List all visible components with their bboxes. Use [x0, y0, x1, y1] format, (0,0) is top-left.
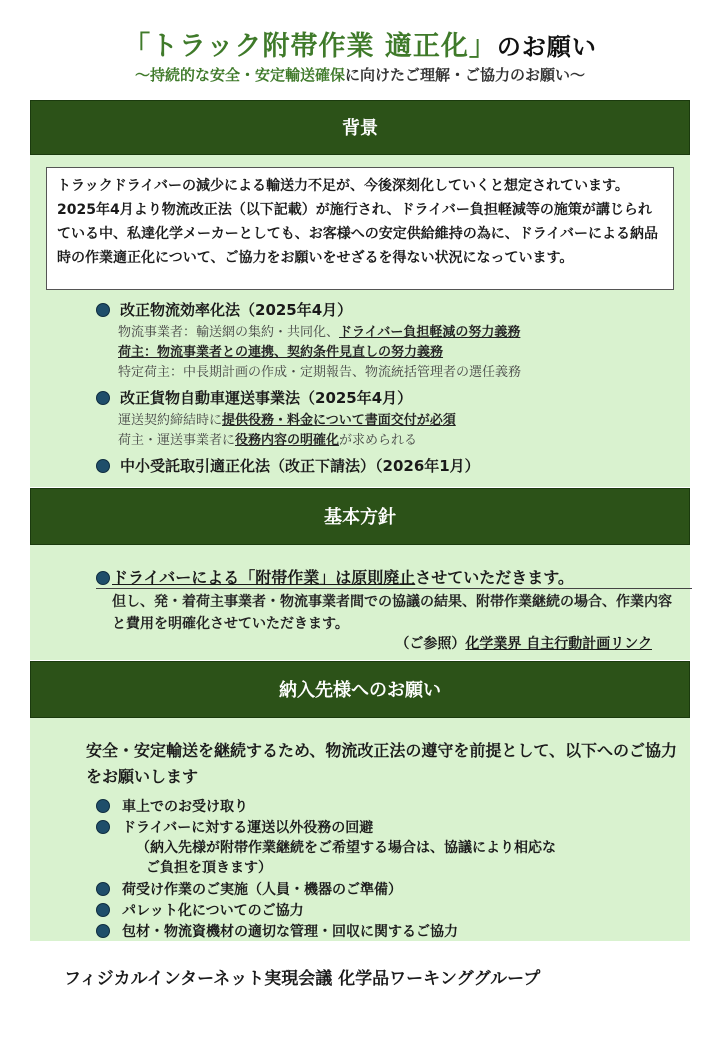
title-main: 「トラック附帯作業 適正化」 [123, 31, 497, 62]
law-1-line2-underline: 荷主：物流事業者との連携、契約条件見直しの努力義務 [118, 345, 444, 360]
law-1-desc-2 [118, 343, 443, 363]
request-item-5 [96, 921, 458, 941]
bullet-dot-icon [96, 571, 110, 585]
request-intro: 安全・安定輸送を継続するため、物流改正法の遵守を前提として、以下へのご協力をお願いします [86, 741, 678, 786]
request-item-1 [96, 796, 248, 816]
policy-body [30, 545, 690, 660]
bullet-dot-icon [96, 799, 110, 813]
request-item-3 [96, 879, 402, 899]
request-item-label: パレット化についてのご協力 [122, 903, 304, 919]
law-2-line2-text: 荷主・運送事業者に [118, 433, 236, 448]
policy-main-underline: ドライバーによる「附帯作業」は原則廃止 [112, 568, 416, 587]
law-1-title: 改正物流効率化法（2025年4月） [120, 301, 353, 319]
policy-reference [395, 633, 652, 653]
law-2-desc-2 [118, 431, 417, 451]
request-item-label: 車上でのお受け取り [122, 799, 248, 815]
law-1-line1-underline: ドライバー負担軽減の努力義務 [339, 325, 521, 340]
law-item-2 [96, 387, 412, 408]
page-title [0, 24, 720, 63]
policy-main [96, 565, 692, 589]
background-header: 背景 [30, 100, 690, 155]
page-subtitle [0, 64, 720, 85]
law-2-line1-text: 運送契約締結時に [118, 413, 223, 428]
policy-sub: 但し、発・着荷主事業者・物流事業者間での協議の結果、附帯作業継続の場合、作業内容と費用を明確化させていただきます。 [112, 594, 672, 632]
law-1-line1-text: 物流事業者：輸送網の集約・共同化、 [118, 325, 340, 340]
law-1-desc-1 [118, 323, 520, 343]
law-2-title: 改正貨物自動車運送事業法（2025年4月） [120, 389, 413, 407]
request-header: 納入先様へのお願い [30, 661, 690, 718]
law-item-1 [96, 299, 352, 320]
bullet-dot-icon [96, 303, 110, 317]
policy-header: 基本方針 [30, 488, 690, 545]
request-item-label: ドライバーに対する運送以外役務の回避 [122, 820, 374, 836]
law-item-3 [96, 455, 480, 476]
action-plan-link[interactable]: 化学業界 自主行動計画リンク [465, 636, 652, 652]
background-body [30, 155, 690, 487]
policy-ref-prefix: （ご参照） [395, 636, 466, 652]
request-body [30, 718, 690, 941]
request-item-label: 包材・物流資機材の適切な管理・回収に関するご協力 [122, 924, 458, 940]
law-2-line1-underline: 提供役務・料金について書面交付が必須 [222, 413, 456, 428]
subtitle-black: に向けたご理解・ご協力のお願い〜 [345, 66, 586, 84]
law-3-title: 中小受託取引適正化法（改正下請法）（2026年1月） [120, 457, 480, 475]
request-item-label: 荷受け作業のご実施（人員・機器のご準備） [122, 882, 402, 898]
background-intro: トラックドライバーの減少による輸送力不足が、今後深刻化していくと想定されています。2025年4月より物流改正法（以下記載）が施行され、ドライバー負担軽減等の施策が講じられている中、私達化学メーカーとしても、お客様への安定供給維持の為に、ドライバーによる納品時の作業適正化について、ご協力をお願いをせざるを得ない状況になっています。 [46, 167, 674, 290]
bullet-dot-icon [96, 820, 110, 834]
request-note-2: ご負担を頂きます） [146, 860, 272, 876]
law-2-line2-post: が求められる [339, 433, 418, 448]
law-2-line2-underline: 役務内容の明確化 [235, 433, 340, 448]
bullet-dot-icon [96, 459, 110, 473]
request-item-4 [96, 900, 304, 920]
bullet-dot-icon [96, 882, 110, 896]
request-item-2 [96, 817, 373, 837]
title-suffix: のお願い [496, 33, 597, 61]
footer-organization: フィジカルインターネット実現会議 化学品ワーキンググループ [64, 969, 541, 989]
subtitle-green: 〜持続的な安全・安定輸送確保 [134, 66, 345, 84]
bullet-dot-icon [96, 924, 110, 938]
law-1-desc-3: 特定荷主：中長期計画の作成・定期報告、物流統括管理者の選任義務 [118, 365, 522, 380]
policy-main-post: させていただきます。 [415, 568, 574, 587]
law-2-desc-1 [118, 411, 456, 431]
request-note-1: （納入先様が附帯作業継続をご希望する場合は、協議により相応な [136, 840, 556, 856]
bullet-dot-icon [96, 391, 110, 405]
bullet-dot-icon [96, 903, 110, 917]
